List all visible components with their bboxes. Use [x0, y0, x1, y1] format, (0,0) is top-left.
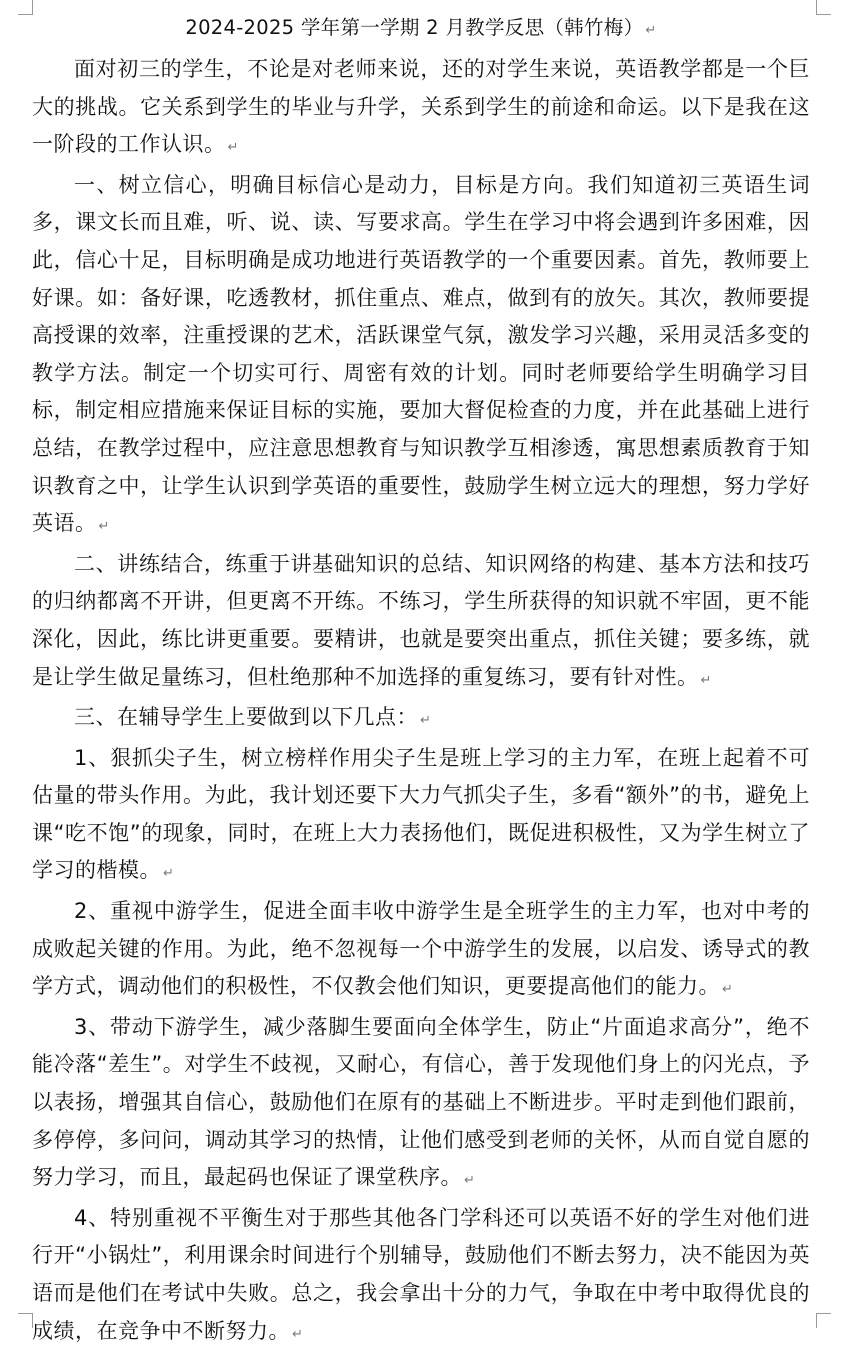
- document-title: [32, 12, 810, 47]
- paragraph-text: 4、特别重视不平衡生对于那些其他各门学科还可以英语不好的学生对他们进行开“小锅灶”，利用课余时间进行个别辅导，鼓励他们不断去努力，决不能因为英语而是他们在考试中失败。总之，我会拿出十分的力气，争取在中考中取得优良的成绩，在竞争中不断努力。: [32, 1205, 810, 1343]
- document-page[interactable]: [32, 12, 810, 1353]
- paragraph-item-2: [32, 893, 810, 1009]
- paragraph-text: 面对初三的学生，不论是对老师来说，还的对学生来说，英语教学都是一个巨大的挑战。它关系到学生的毕业与升学，关系到学生的前途和命运。以下是我在这一阶段的工作认识。: [32, 57, 810, 157]
- paragraph-text: 二、讲练结合，练重于讲基础知识的总结、知识网络的构建、基本方法和技巧的归纳都离不开讲，但更离不开练。不练习，学生所获得的知识就不牢固，更不能深化，因此，练比讲更重要。要精讲，也就是要突出重点，抓住关键；要多练，就是让学生做足量练习，但杜绝那种不加选择的重复练习，要有针对性。: [32, 551, 810, 689]
- title-text: 2024-2025 学年第一学期 2 月教学反思（韩竹梅）: [185, 16, 644, 39]
- paragraph-text: 三、在辅导学生上要做到以下几点：: [74, 705, 418, 730]
- paragraph-text: 1、狠抓尖子生，树立榜样作用尖子生是班上学习的主力军，在班上起着不可估量的带头作用。为此，我计划还要下大力气抓尖子生，多看“额外”的书，避免上课“吃不饱”的现象，同时，在班上大力表扬他们，既促进积极性，又为学生树立了学习的楷模。: [32, 745, 810, 883]
- paragraph-text: 2、重视中游学生，促进全面丰收中游学生是全班学生的主力军，也对中考的成败起关键的作用。为此，绝不忽视每一个中游学生的发展，以启发、诱导式的教学方式，调动他们的积极性，不仅教会他们知识，更要提高他们的能力。: [32, 899, 810, 999]
- paragraph-mark-icon: ↵: [98, 519, 110, 535]
- paragraph-mark-icon: ↵: [163, 866, 175, 882]
- paragraph-item-4: [32, 1200, 810, 1353]
- paragraph-mark-icon: ↵: [227, 140, 239, 156]
- paragraph-item-1: [32, 740, 810, 893]
- paragraph-text: 3、带动下游学生，减少落脚生要面向全体学生，防止“片面追求高分”，绝不能冷落“差生”。对学生不歧视，又耐心，有信心，善于发现他们身上的闪光点，予以表扬，增强其自信心，鼓励他们在原有的基础上不断进步。平时走到他们跟前，多停停，多问问，调动其学习的热情，让他们感受到老师的关怀，从而自觉自愿的努力学习，而且，最起码也保证了课堂秩序。: [32, 1014, 810, 1190]
- paragraph-intro: [32, 51, 810, 167]
- paragraph-section-three: [32, 699, 810, 740]
- page-corner-mark: [18, 0, 33, 15]
- paragraph-mark-icon: ↵: [645, 23, 657, 38]
- paragraph-section-two: [32, 546, 810, 699]
- paragraph-mark-icon: ↵: [700, 672, 712, 688]
- paragraph-mark-icon: ↵: [464, 1173, 476, 1189]
- paragraph-mark-icon: ↵: [420, 713, 432, 729]
- paragraph-text: 一、树立信心，明确目标信心是动力，目标是方向。我们知道初三英语生词多，课文长而且难，听、说、读、写要求高。学生在学习中将会遇到许多困难，因此，信心十足，目标明确是成功地进行英语教学的一个重要因素。首先，教师要上好课。如：备好课，吃透教材，抓住重点、难点，做到有的放矢。其次，教师要提高授课的效率，注重授课的艺术，活跃课堂气氛，激发学习兴趣，采用灵活多变的教学方法。制定一个切实可行、周密有效的计划。同时老师要给学生明确学习目标，制定相应措施来保证目标的实施，要加大督促检查的力度，并在此基础上进行总结，在教学过程中，应注意思想教育与知识教学互相渗透，寓思想素质教育于知识教育之中，让学生认识到学英语的重要性，鼓励学生树立远大的理想，努力学好英语。: [32, 172, 810, 536]
- page-corner-mark: [18, 1313, 33, 1328]
- paragraph-item-3: [32, 1009, 810, 1200]
- paragraph-mark-icon: ↵: [722, 982, 734, 998]
- paragraph-mark-icon: ↵: [292, 1326, 304, 1342]
- page-corner-mark: [816, 1313, 831, 1328]
- page-corner-mark: [816, 0, 831, 15]
- paragraph-section-one: [32, 167, 810, 546]
